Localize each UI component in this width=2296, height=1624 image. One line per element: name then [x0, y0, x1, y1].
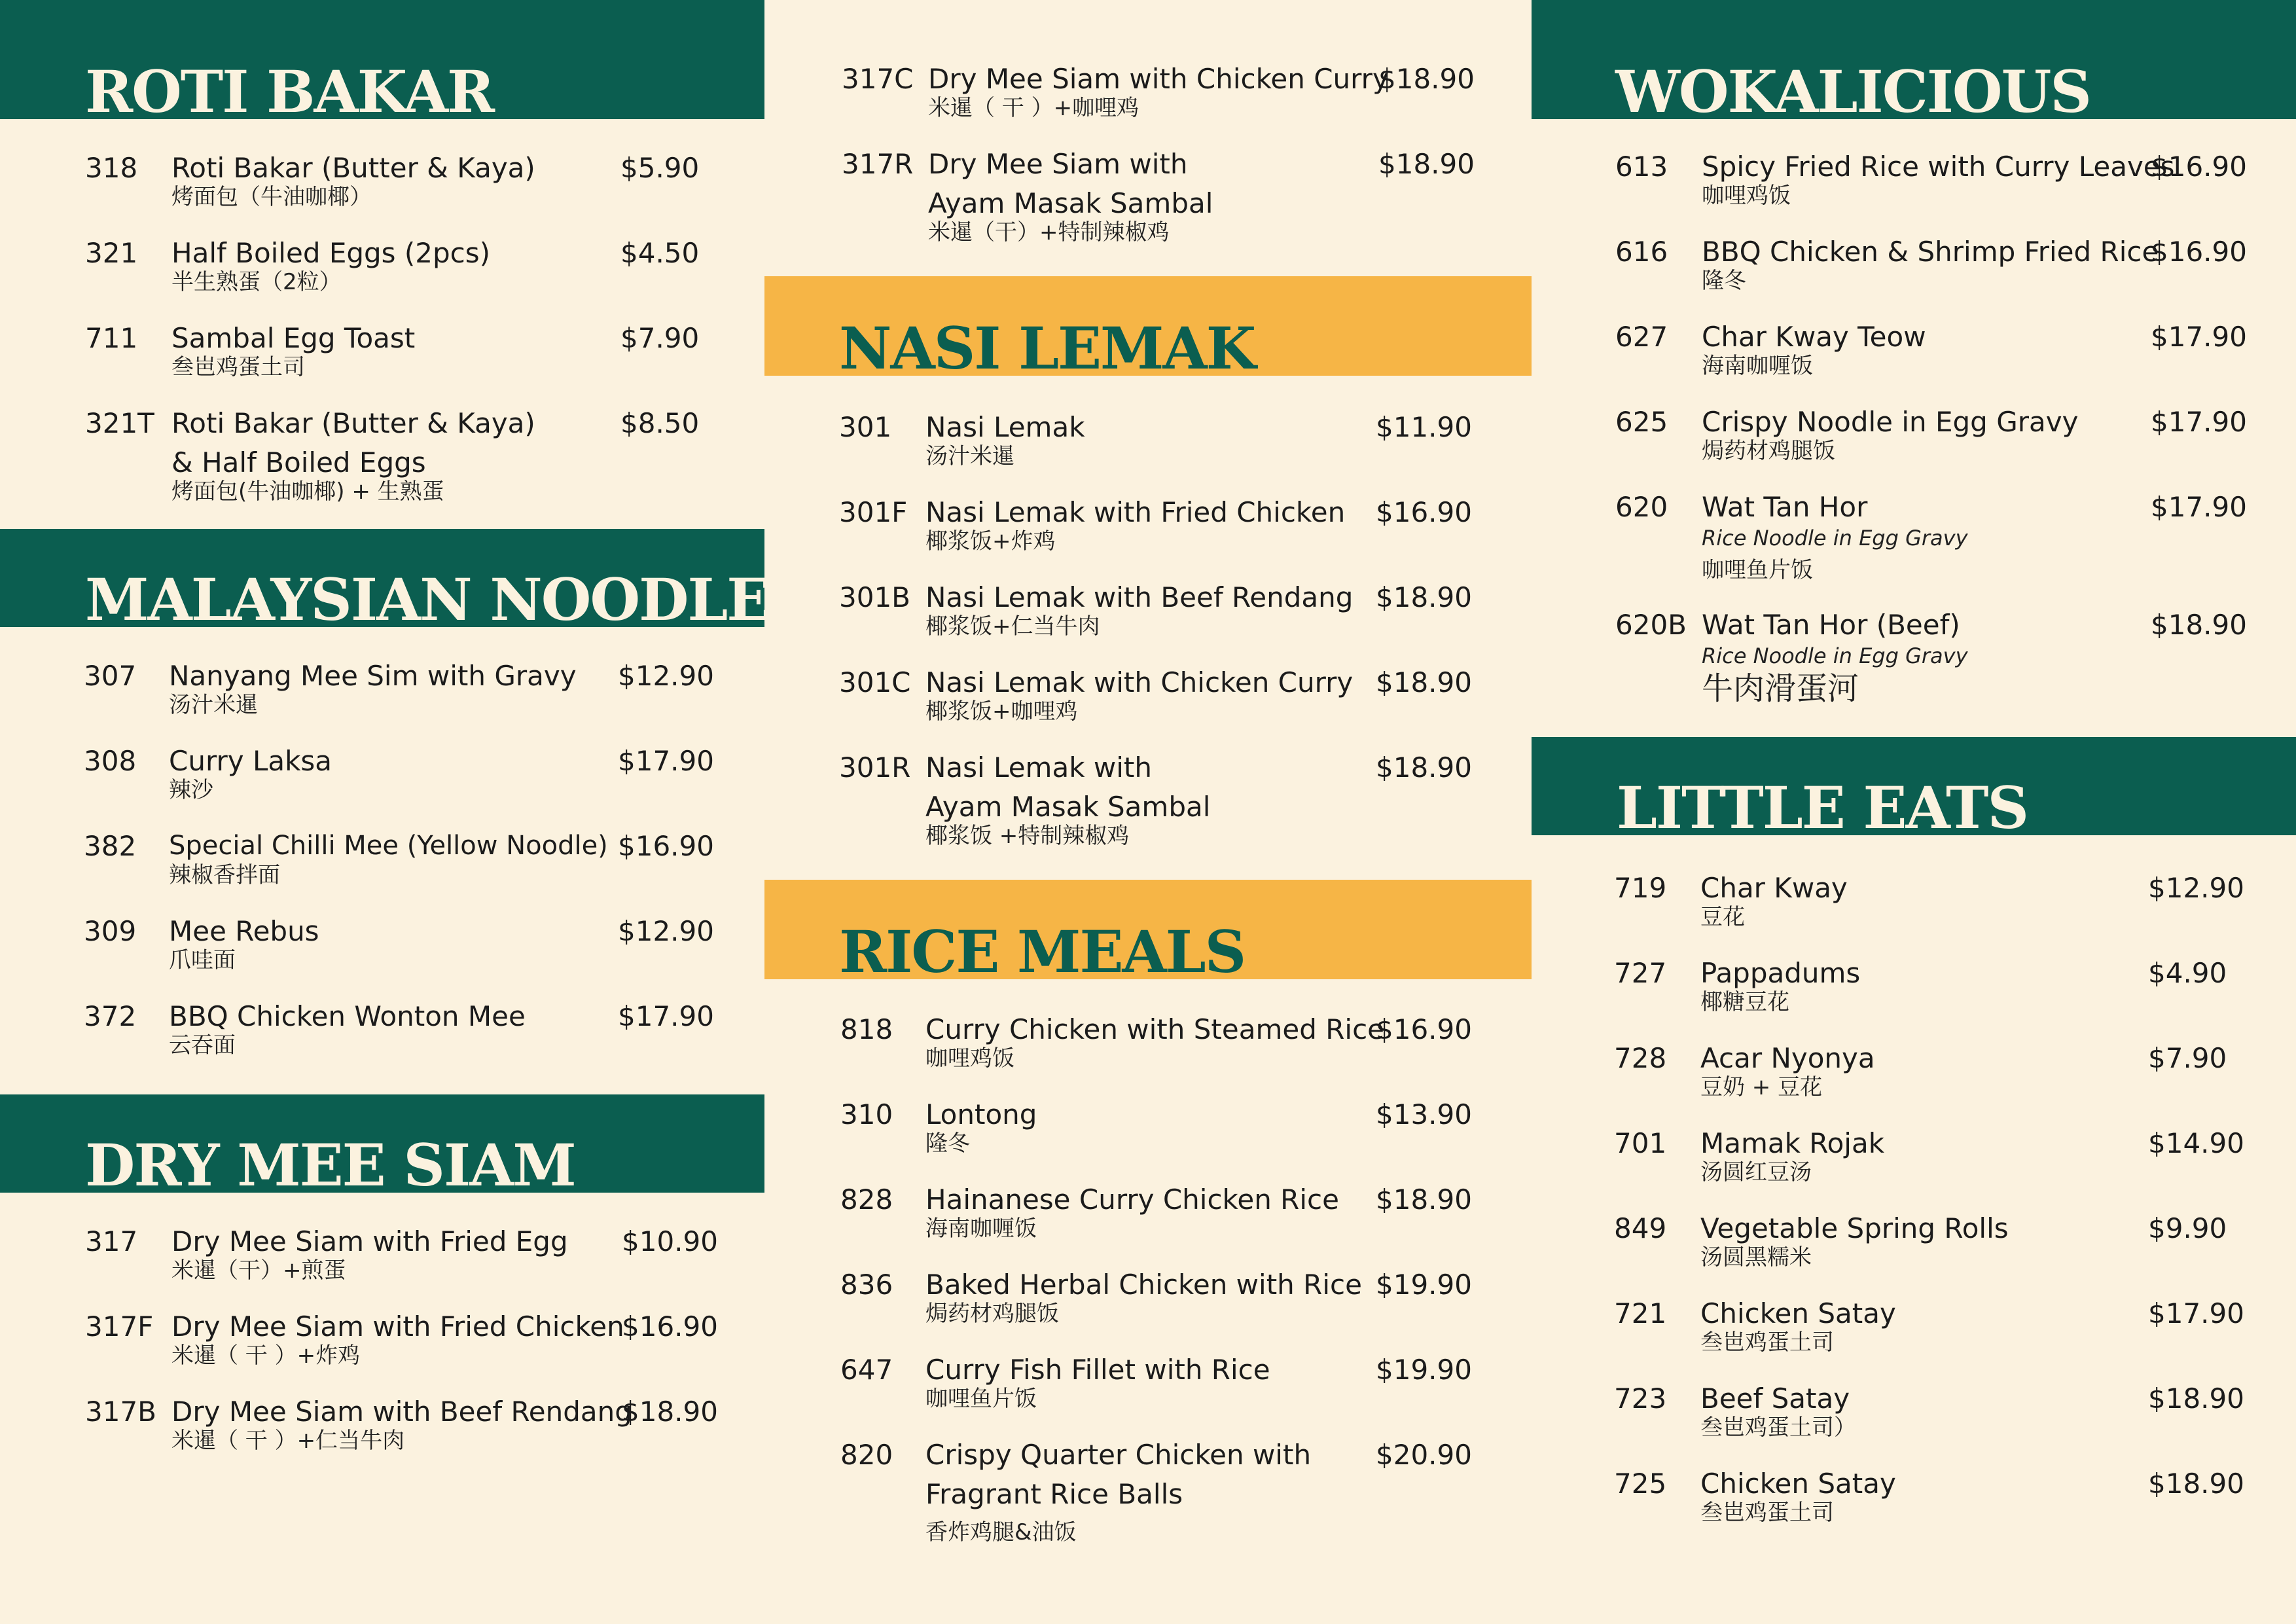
item-price: $16.90: [1376, 1013, 1472, 1045]
menu-item: [764, 1271, 1532, 1356]
item-code: 616: [1615, 236, 1668, 268]
item-name: Nasi Lemak: [925, 411, 1085, 443]
item-name: Special Chilli Mee (Yellow Noodle): [169, 831, 608, 861]
item-price: $18.90: [1376, 581, 1472, 613]
menu-item: [1532, 1297, 2296, 1385]
item-price: $16.90: [2151, 151, 2247, 183]
item-name: Char Kway Teow: [1702, 321, 1926, 353]
item-chinese-name: 辣沙: [169, 777, 213, 803]
item-chinese-name: 米暹（干）+煎蛋: [171, 1257, 346, 1284]
item-code: 317C: [842, 63, 914, 95]
item-description: Rice Noodle in Egg Gravy: [1702, 526, 1968, 550]
item-code: 828: [840, 1183, 893, 1216]
menu-item: [764, 65, 1532, 151]
item-price: $18.90: [2148, 1382, 2244, 1415]
item-name: Dry Mee Siam with Beef Rendang: [171, 1396, 632, 1428]
item-code: 301R: [839, 751, 911, 784]
section-banner-rice-meals: [764, 880, 1532, 986]
item-name: Hainanese Curry Chicken Rice: [925, 1183, 1339, 1216]
item-name: Nasi Lemak with Beef Rendang: [925, 581, 1354, 613]
item-name: Chicken Satay: [1700, 1297, 1896, 1329]
item-name: Dry Mee Siam with Fried Egg: [171, 1225, 568, 1257]
menu-column-3: [1532, 0, 2296, 1624]
item-name-line-2: Ayam Masak Sambal: [925, 791, 1211, 823]
menu-item: [764, 1013, 1532, 1101]
item-code: 613: [1615, 151, 1668, 183]
menu-item: [1532, 153, 2296, 238]
section-banner-dry-mee-siam: [0, 1094, 764, 1199]
menu-column-2: [764, 0, 1532, 1624]
item-chinese-name: 隆冬: [925, 1130, 970, 1157]
menu-item: [0, 1000, 764, 1088]
item-chinese-name: 米暹（ 干 ）+咖哩鸡: [928, 95, 1139, 121]
menu-item: [0, 915, 764, 1003]
item-name: Spicy Fried Rice with Curry Leaves: [1702, 151, 2175, 183]
item-chinese-name: 豆奶 + 豆花: [1700, 1074, 1823, 1100]
item-code: 627: [1615, 321, 1668, 353]
item-chinese-name: 烤面包（牛油咖椰）: [171, 184, 372, 210]
item-chinese-name: 叁岜鸡蛋土司: [171, 354, 305, 380]
item-chinese-name: 汤汁米暹: [169, 692, 258, 718]
menu-item: [764, 411, 1532, 499]
item-price: $20.90: [1376, 1439, 1472, 1471]
item-price: $16.90: [2151, 236, 2247, 268]
section-rice-meals: [764, 1013, 1532, 1566]
section-title: DRY MEE SIAM: [85, 1131, 575, 1199]
item-code: 301: [839, 411, 892, 443]
item-name: Acar Nyonya: [1700, 1042, 1875, 1074]
section-dry-mee-siam-continued: [764, 65, 1532, 275]
item-chinese-name: 椰浆饭+炸鸡: [925, 528, 1056, 554]
menu-item: [0, 1310, 764, 1398]
item-code: 307: [84, 660, 137, 692]
item-chinese-name: 叁岜鸡蛋土司）: [1700, 1415, 1856, 1441]
item-name: Half Boiled Eggs (2pcs): [171, 237, 491, 269]
item-code: 382: [84, 830, 137, 862]
item-chinese-name: 豆花: [1700, 904, 1745, 930]
item-name: Curry Fish Fillet with Rice: [925, 1354, 1270, 1386]
item-chinese-name: 咖哩鸡饭: [1702, 183, 1791, 209]
menu-item: [764, 1356, 1532, 1441]
item-code: 321T: [85, 407, 154, 439]
item-chinese-name: 焗药材鸡腿饭: [925, 1301, 1059, 1327]
menu-item: [1532, 238, 2296, 323]
item-name: Lontong: [925, 1098, 1037, 1130]
section-banner-little-eats: [1532, 737, 2296, 842]
item-chinese-name: 椰浆饭 +特制辣椒鸡: [925, 823, 1130, 849]
item-price: $17.90: [2148, 1297, 2244, 1329]
item-code: 711: [85, 322, 138, 354]
item-code: 723: [1614, 1382, 1667, 1415]
item-price: $18.90: [1378, 148, 1475, 180]
item-name: Beef Satay: [1700, 1382, 1850, 1415]
item-code: 727: [1614, 957, 1667, 989]
item-chinese-name: 椰糖豆花: [1700, 989, 1789, 1015]
item-name: Nasi Lemak with Chicken Curry: [925, 666, 1354, 698]
item-name: Nasi Lemak with Fried Chicken: [925, 496, 1346, 528]
item-chinese-name: 香炸鸡腿&油饭: [925, 1519, 1077, 1545]
menu-item: [1532, 1212, 2296, 1300]
menu-item: [1532, 1470, 2296, 1555]
item-chinese-name: 叁岜鸡蛋土司: [1700, 1500, 1834, 1526]
item-name: Crispy Quarter Chicken with: [925, 1439, 1312, 1471]
menu-item: [764, 581, 1532, 669]
item-price: $12.90: [2148, 872, 2244, 904]
item-code: 308: [84, 745, 137, 777]
item-chinese-name: 海南咖喱饭: [925, 1216, 1037, 1242]
item-price: $12.90: [618, 915, 714, 947]
item-name-line-2: Ayam Masak Sambal: [928, 187, 1213, 219]
menu-item: [764, 1183, 1532, 1271]
item-code: 818: [840, 1013, 893, 1045]
menu-item: [1532, 408, 2296, 494]
item-code: 317F: [85, 1310, 154, 1343]
menu-item: [1532, 957, 2296, 1045]
menu-item: [764, 1098, 1532, 1186]
item-chinese-name: 咖哩鱼片饭: [1702, 557, 1813, 583]
menu-item: [1532, 1127, 2296, 1215]
item-name: Vegetable Spring Rolls: [1700, 1212, 2009, 1244]
item-price: $17.90: [2151, 321, 2247, 353]
item-price: $18.90: [1378, 63, 1475, 95]
item-price: $18.90: [622, 1396, 718, 1428]
item-price: $5.90: [620, 152, 700, 184]
item-price: $7.90: [2148, 1042, 2227, 1074]
menu-item: [0, 237, 764, 325]
item-code: 301C: [839, 666, 911, 698]
item-price: $19.90: [1376, 1354, 1472, 1386]
item-chinese-name: 米暹（干）+特制辣椒鸡: [928, 219, 1170, 245]
item-name: Roti Bakar (Butter & Kaya): [171, 407, 535, 439]
item-code: 620B: [1615, 609, 1687, 641]
item-name: Chicken Satay: [1700, 1468, 1896, 1500]
item-price: $19.90: [1376, 1269, 1472, 1301]
item-chinese-name: 爪哇面: [169, 947, 236, 973]
item-code: 625: [1615, 406, 1668, 438]
item-code: 372: [84, 1000, 137, 1032]
item-code: 321: [85, 237, 138, 269]
menu-item: [764, 666, 1532, 754]
item-name: Mee Rebus: [169, 915, 319, 947]
section-title: NASI LEMAK: [839, 314, 1255, 382]
item-price: $11.90: [1376, 411, 1472, 443]
item-name: BBQ Chicken & Shrimp Fried Rice: [1702, 236, 2159, 268]
item-name: Curry Laksa: [169, 745, 332, 777]
item-code: 301B: [839, 581, 910, 613]
item-price: $7.90: [620, 322, 700, 354]
item-chinese-name: 米暹（ 干 ）+仁当牛肉: [171, 1428, 405, 1454]
item-chinese-name: 咖哩鸡饭: [925, 1045, 1014, 1072]
item-price: $18.90: [2151, 609, 2247, 641]
item-name: Wat Tan Hor: [1702, 491, 1868, 523]
item-code: 317: [85, 1225, 138, 1257]
item-chinese-name: 米暹（ 干 ）+炸鸡: [171, 1343, 361, 1369]
item-code: 309: [84, 915, 137, 947]
item-price: $17.90: [2151, 491, 2247, 523]
item-chinese-name: 椰浆饭+仁当牛肉: [925, 613, 1100, 640]
item-chinese-name: 云吞面: [169, 1032, 236, 1058]
item-name: Dry Mee Siam with Chicken Curry: [928, 63, 1389, 95]
menu-item: [0, 1225, 764, 1313]
menu-item: [0, 322, 764, 410]
item-name: Wat Tan Hor (Beef): [1702, 609, 1960, 641]
item-price: $13.90: [1376, 1098, 1472, 1130]
item-price: $10.90: [622, 1225, 718, 1257]
section-banner-nasi-lemak: [764, 276, 1532, 382]
item-price: $16.90: [1376, 496, 1472, 528]
section-malaysian-noodles: [0, 662, 764, 1088]
item-price: $16.90: [618, 830, 714, 862]
section-banner-malaysian-noodles: [0, 529, 810, 634]
item-price: $18.90: [1376, 666, 1472, 698]
section-banner-roti-bakar: [0, 0, 764, 126]
item-name-line-2: & Half Boiled Eggs: [171, 446, 426, 478]
menu-item: [0, 662, 764, 748]
menu-item: [1532, 1042, 2296, 1130]
menu-item: [0, 830, 764, 918]
item-price: $18.90: [1376, 1183, 1472, 1216]
item-code: 318: [85, 152, 138, 184]
item-code: 317B: [85, 1396, 156, 1428]
item-chinese-name: 咖哩鱼片饭: [925, 1386, 1037, 1412]
item-code: 820: [840, 1439, 893, 1471]
item-name: Baked Herbal Chicken with Rice: [925, 1269, 1362, 1301]
item-name: Dry Mee Siam with: [928, 148, 1188, 180]
item-chinese-name: 椰浆饭+咖哩鸡: [925, 698, 1078, 725]
item-description: Rice Noodle in Egg Gravy: [1702, 643, 1968, 668]
item-code: 728: [1614, 1042, 1667, 1074]
section-nasi-lemak: [764, 411, 1532, 878]
item-code: 620: [1615, 491, 1668, 523]
item-code: 721: [1614, 1297, 1667, 1329]
item-name: Sambal Egg Toast: [171, 322, 416, 354]
item-chinese-name: 焗药材鸡腿饭: [1702, 438, 1835, 464]
section-little-eats: [1532, 872, 2296, 1555]
menu-item: [0, 407, 764, 534]
item-chinese-name: 烤面包(牛油咖椰) + 生熟蛋: [171, 478, 444, 505]
menu-item: [764, 148, 1532, 275]
menu-item: [1532, 872, 2296, 960]
item-price: $8.50: [620, 407, 700, 439]
item-chinese-name: 半生熟蛋（2粒）: [171, 269, 342, 295]
menu-item: [764, 496, 1532, 584]
item-code: 836: [840, 1269, 893, 1301]
item-price: $4.90: [2148, 957, 2227, 989]
item-price: $18.90: [1376, 751, 1472, 784]
menu-item: [0, 745, 764, 833]
section-roti-bakar: [0, 154, 764, 534]
item-price: $4.50: [620, 237, 700, 269]
menu-item: [0, 154, 764, 240]
item-name: Curry Chicken with Steamed Rice: [925, 1013, 1384, 1045]
item-code: 719: [1614, 872, 1667, 904]
item-chinese-name: 牛肉滑蛋河: [1702, 670, 1859, 707]
item-name: Roti Bakar (Butter & Kaya): [171, 152, 535, 184]
menu-item: [1532, 323, 2296, 408]
item-name: Nanyang Mee Sim with Gravy: [169, 660, 577, 692]
item-name-line-2: Fragrant Rice Balls: [925, 1478, 1183, 1510]
menu-item: [1532, 611, 2296, 729]
item-chinese-name: 汤汁米暹: [925, 443, 1014, 469]
item-code: 701: [1614, 1127, 1667, 1159]
section-dry-mee-siam: [0, 1225, 764, 1483]
item-name: BBQ Chicken Wonton Mee: [169, 1000, 526, 1032]
section-title: ROTI BAKAR: [85, 58, 494, 126]
menu-item: [764, 751, 1532, 878]
item-code: 301F: [839, 496, 908, 528]
menu-item: [0, 1398, 764, 1483]
section-banner-wokalicious: [1532, 0, 2296, 126]
item-chinese-name: 汤圆黑糯米: [1700, 1244, 1812, 1271]
menu-item: [764, 1441, 1532, 1566]
section-title: RICE MEALS: [839, 918, 1246, 986]
item-price: $18.90: [2148, 1468, 2244, 1500]
item-code: 849: [1614, 1212, 1667, 1244]
item-chinese-name: 海南咖喱饭: [1702, 353, 1813, 379]
item-chinese-name: 隆冬: [1702, 268, 1746, 294]
item-name: Dry Mee Siam with Fried Chicken: [171, 1310, 624, 1343]
item-code: 317R: [842, 148, 914, 180]
menu-item: [1532, 1382, 2296, 1470]
item-price: $12.90: [618, 660, 714, 692]
section-title: LITTLE EATS: [1617, 774, 2028, 842]
item-price: $17.90: [618, 745, 714, 777]
item-code: 647: [840, 1354, 893, 1386]
item-chinese-name: 叁岜鸡蛋土司: [1700, 1329, 1834, 1356]
section-wokalicious: [1532, 153, 2296, 729]
item-name: Pappadums: [1700, 957, 1861, 989]
item-price: $14.90: [2148, 1127, 2244, 1159]
section-title: MALAYSIAN NOODLES: [85, 566, 810, 634]
item-price: $9.90: [2148, 1212, 2227, 1244]
item-price: $17.90: [618, 1000, 714, 1032]
item-name: Nasi Lemak with: [925, 751, 1152, 784]
section-title: WOKALICIOUS: [1615, 58, 2090, 126]
item-price: $16.90: [622, 1310, 718, 1343]
menu-column-1: [0, 0, 810, 1624]
menu-item: [1532, 491, 2296, 611]
item-chinese-name: 辣椒香拌面: [169, 862, 280, 888]
item-code: 310: [840, 1098, 893, 1130]
item-name: Char Kway: [1700, 872, 1848, 904]
item-price: $17.90: [2151, 406, 2247, 438]
item-chinese-name: 汤圆红豆汤: [1700, 1159, 1812, 1185]
item-name: Crispy Noodle in Egg Gravy: [1702, 406, 2079, 438]
item-code: 725: [1614, 1468, 1667, 1500]
item-name: Mamak Rojak: [1700, 1127, 1885, 1159]
